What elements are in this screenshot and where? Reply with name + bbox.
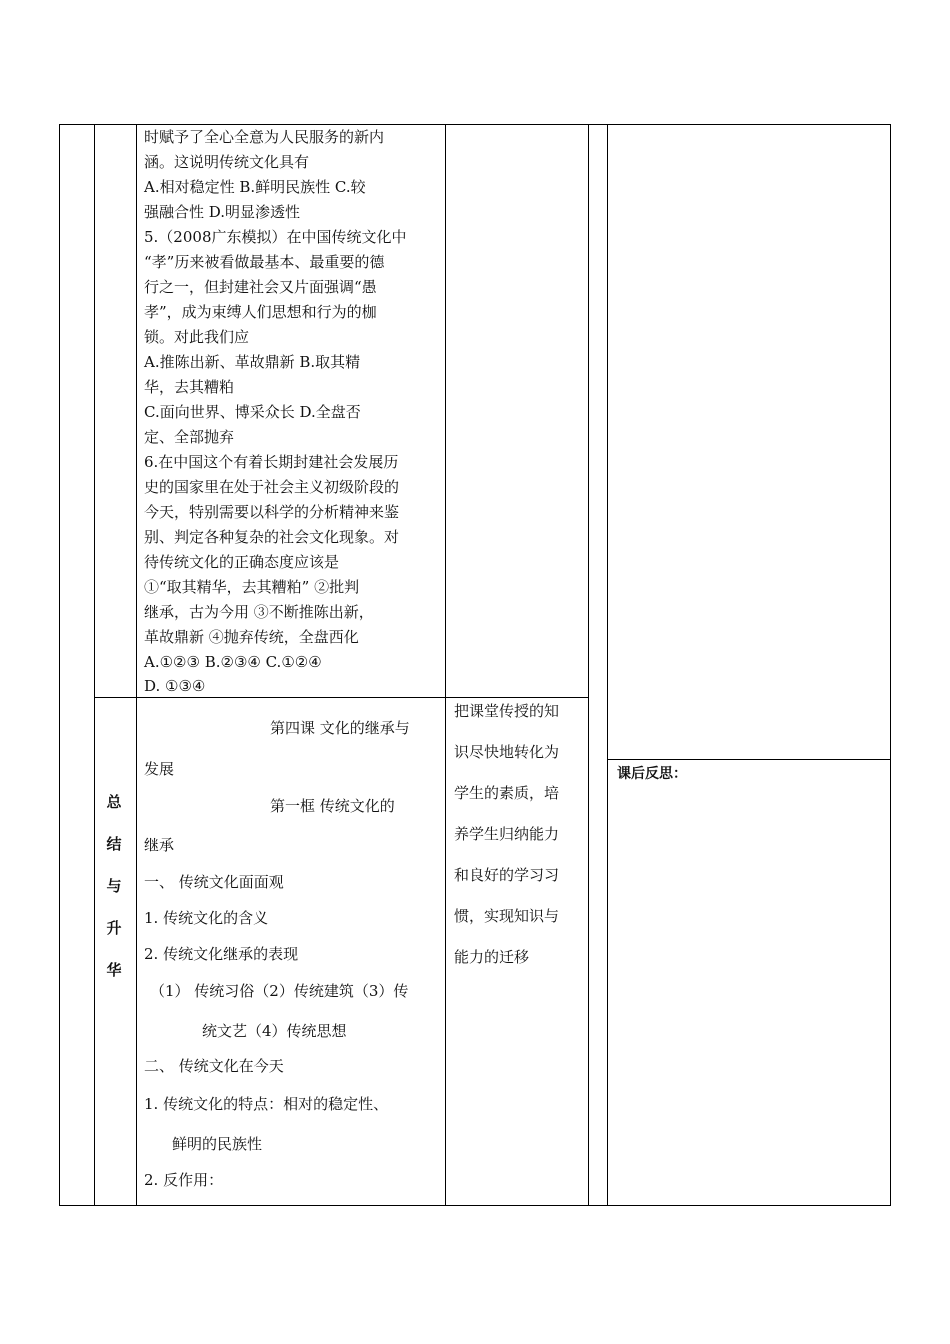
exercise-line: 6.在中国这个有着长期封建社会发展历 [144,453,399,471]
col-border-0 [59,124,60,1206]
summary-line: 1. 传统文化的含义 [144,909,269,927]
lesson-title: 第四课 文化的继承与 [270,719,410,737]
exercise-line: 华，去其糟粕 [144,378,235,396]
summary-line: 二、 传统文化在今天 [144,1057,284,1075]
exercise-line: 史的国家里在处于社会主义初级阶段的 [144,478,400,496]
summary-label-char: 与 [106,877,122,895]
summary-line: 一、 传统文化面面观 [144,873,284,891]
summary-line: 鲜明的民族性 [172,1135,263,1153]
row-divider-reflection [607,759,891,760]
exercise-line: D. ①③④ [144,677,206,695]
exercise-line: “孝”历来被看做最基本、最重要的德 [144,253,385,271]
col-border-1 [94,124,95,1206]
reflection-label: 课后反思： [617,766,687,782]
summary-line: 统文艺（4）传统思想 [202,1022,347,1040]
col-border-2 [136,124,137,1206]
intent-line: 能力的迁移 [454,948,530,966]
intent-line: 养学生归纳能力 [454,825,560,843]
intent-line: 惯，实现知识与 [454,907,560,925]
exercise-line: 待传统文化的正确态度应该是 [144,553,340,571]
exercise-line: 继承，古为今用 ③不断推陈出新， [144,603,374,621]
exercise-line: 革故鼎新 ④抛弃传统，全盘西化 [144,628,359,646]
exercise-line: 行之一，但封建社会又片面强调“愚 [144,278,377,296]
summary-label-char: 华 [106,961,122,979]
summary-line: 1. 传统文化的特点：相对的稳定性、 [144,1095,389,1113]
table-bottom-border [59,1205,891,1206]
exercise-line: 孝”，成为束缚人们思想和行为的枷 [144,303,377,321]
summary-label-char: 升 [106,919,122,937]
summary-label-char: 结 [106,835,122,853]
col-border-3 [445,124,446,1206]
summary-line: （1） 传统习俗（2）传统建筑（3）传 [150,982,409,1000]
exercise-line: A.①②③ B.②③④ C.①②④ [144,653,322,671]
exercise-line: 时赋予了全心全意为人民服务的新内 [144,128,385,146]
section-title: 第一框 传统文化的 [270,797,395,815]
intent-line: 学生的素质，培 [454,784,560,802]
col-border-4 [588,124,589,1206]
exercise-line: 今天，特别需要以科学的分析精神来鉴 [144,503,400,521]
lesson-title-cont: 发展 [144,760,175,778]
exercise-line: 锁。对此我们应 [144,328,250,346]
exercise-line: A.推陈出新、革故鼎新 B.取其精 [144,353,361,371]
intent-line: 把课堂传授的知 [454,702,560,720]
exercise-line: 涵。这说明传统文化具有 [144,153,310,171]
summary-label-char: 总 [106,793,122,811]
exercise-line: 强融合性 D.明显渗透性 [144,203,301,221]
section-title-cont: 继承 [144,836,175,854]
exercise-line: 定、全部抛弃 [144,428,235,446]
summary-line: 2. 反作用： [144,1171,224,1189]
intent-line: 识尽快地转化为 [454,743,560,761]
exercise-line: 5.（2008广东模拟）在中国传统文化中 [144,228,407,246]
summary-line: 2. 传统文化继承的表现 [144,945,299,963]
exercise-line: ①“取其精华，去其糟粕” ②批判 [144,578,360,596]
exercise-line: 别、判定各种复杂的社会文化现象。对 [144,528,400,546]
col-border-5 [607,124,608,1206]
exercise-line: C.面向世界、博采众长 D.全盘否 [144,403,361,421]
exercise-line: A.相对稳定性 B.鲜明民族性 C.较 [144,178,366,196]
col-border-6 [890,124,891,1206]
intent-line: 和良好的学习习 [454,866,560,884]
